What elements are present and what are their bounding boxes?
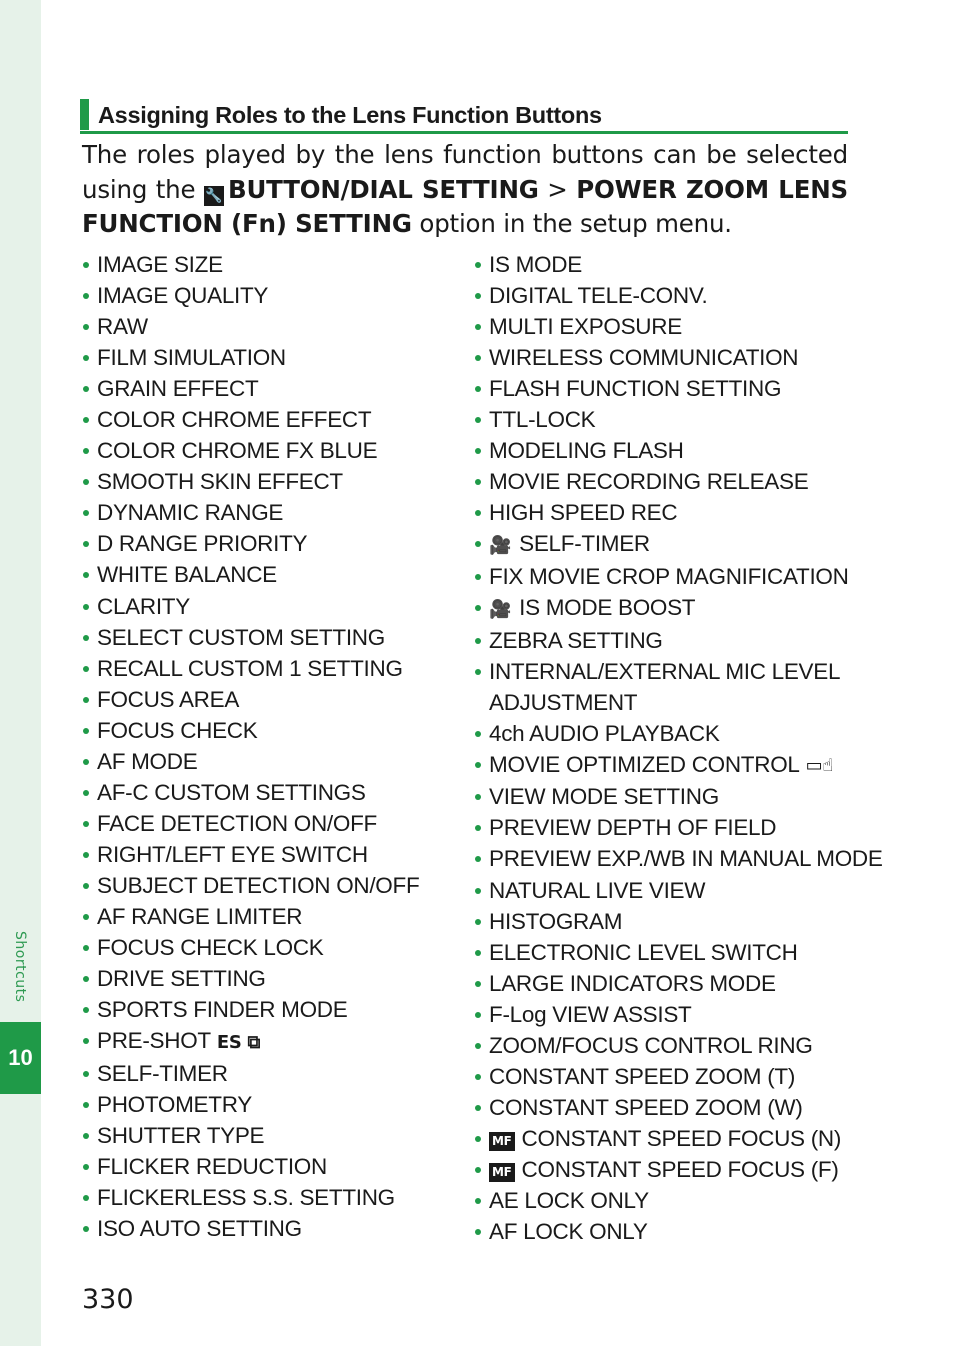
- list-item: PREVIEW DEPTH OF FIELD: [474, 812, 874, 843]
- list-item: SPORTS FINDER MODE: [82, 994, 462, 1025]
- heading-accent-bar: [80, 99, 89, 130]
- list-item: HISTOGRAM: [474, 906, 874, 937]
- list-item: ELECTRONIC LEVEL SWITCH: [474, 937, 874, 968]
- list-item: 🎥 SELF-TIMER: [474, 528, 874, 561]
- list-item: CONSTANT SPEED ZOOM (T): [474, 1061, 874, 1092]
- list-item: CONSTANT SPEED ZOOM (W): [474, 1092, 874, 1123]
- list-item: 4ch AUDIO PLAYBACK: [474, 718, 874, 749]
- list-item: WHITE BALANCE: [82, 559, 462, 590]
- list-item: TTL-LOCK: [474, 404, 874, 435]
- section-heading: [80, 98, 848, 134]
- left-option-list: [82, 249, 462, 1244]
- list-item: SELF-TIMER: [82, 1058, 462, 1089]
- list-item-continuation: ADJUSTMENT: [489, 689, 638, 715]
- list-item: ZEBRA SETTING: [474, 625, 874, 656]
- list-item: CLARITY: [82, 591, 462, 622]
- list-item: MULTI EXPOSURE: [474, 311, 874, 342]
- heading-title: Assigning Roles to the Lens Function Buttons: [98, 102, 602, 128]
- list-item: IS MODE: [474, 249, 874, 280]
- menu-path-2: POWER ZOOM LENS FUNCTION (Fn) SETTING: [82, 174, 848, 238]
- list-item: DIGITAL TELE-CONV.: [474, 280, 874, 311]
- list-item: AF MODE: [82, 746, 462, 777]
- manual-focus-icon: MF: [489, 1163, 515, 1182]
- movie-camera-icon: 🎥: [489, 598, 512, 620]
- list-item: VIEW MODE SETTING: [474, 781, 874, 812]
- list-item: NATURAL LIVE VIEW: [474, 875, 874, 906]
- list-item: SELECT CUSTOM SETTING: [82, 622, 462, 653]
- list-item: FLICKER REDUCTION: [82, 1151, 462, 1182]
- list-item: SUBJECT DETECTION ON/OFF: [82, 870, 462, 901]
- list-item: WIRELESS COMMUNICATION: [474, 342, 874, 373]
- list-item: ZOOM/FOCUS CONTROL RING: [474, 1030, 874, 1061]
- manual-focus-icon: MF: [489, 1132, 515, 1151]
- side-bar: [0, 0, 41, 1346]
- list-item: MF CONSTANT SPEED FOCUS (N): [474, 1123, 874, 1154]
- pre-shot-es-icon: ES: [216, 1031, 242, 1053]
- list-item: IMAGE QUALITY: [82, 280, 462, 311]
- list-item: FOCUS CHECK: [82, 715, 462, 746]
- list-item: AF LOCK ONLY: [474, 1216, 874, 1247]
- list-item: IMAGE SIZE: [82, 249, 462, 280]
- intro-paragraph: The roles played by the lens function buttons can be selected using the 🔧 BUTTON/DIAL SETTING > POWER ZOOM LENS FUNCTION (Fn) SETTING option in the setup menu.: [82, 140, 848, 238]
- list-item: FOCUS CHECK LOCK: [82, 932, 462, 963]
- menu-separator: >: [547, 174, 568, 204]
- list-item: HIGH SPEED REC: [474, 497, 874, 528]
- list-item: INTERNAL/EXTERNAL MIC LEVEL ADJUSTMENT: [474, 656, 874, 718]
- burst-icon: ⧉: [247, 1031, 261, 1053]
- list-item: DYNAMIC RANGE: [82, 497, 462, 528]
- list-item: PHOTOMETRY: [82, 1089, 462, 1120]
- page-number: 330: [82, 1284, 134, 1315]
- list-item: FLASH FUNCTION SETTING: [474, 373, 874, 404]
- list-item: D RANGE PRIORITY: [82, 528, 462, 559]
- menu-path-1: BUTTON/DIAL SETTING: [227, 174, 539, 204]
- list-item: RIGHT/LEFT EYE SWITCH: [82, 839, 462, 870]
- list-item: SHUTTER TYPE: [82, 1120, 462, 1151]
- list-item: RECALL CUSTOM 1 SETTING: [82, 653, 462, 684]
- list-item: FOCUS AREA: [82, 684, 462, 715]
- list-item: LARGE INDICATORS MODE: [474, 968, 874, 999]
- movie-touch-icon: ▭☝: [805, 755, 833, 777]
- section-label: Shortcuts: [12, 931, 28, 1003]
- list-item: AF RANGE LIMITER: [82, 901, 462, 932]
- list-item: MOVIE OPTIMIZED CONTROL ▭☝: [474, 749, 874, 782]
- list-item: PREVIEW EXP./WB IN MANUAL MODE: [474, 843, 874, 874]
- list-item: FILM SIMULATION: [82, 342, 462, 373]
- list-item: PRE-SHOT ES ⧉: [82, 1025, 462, 1058]
- list-item: MOVIE RECORDING RELEASE: [474, 466, 874, 497]
- list-item: RAW: [82, 311, 462, 342]
- list-item: FIX MOVIE CROP MAGNIFICATION: [474, 561, 874, 592]
- list-item: AE LOCK ONLY: [474, 1185, 874, 1216]
- list-item: MF CONSTANT SPEED FOCUS (F): [474, 1154, 874, 1185]
- list-item: FACE DETECTION ON/OFF: [82, 808, 462, 839]
- list-item: ISO AUTO SETTING: [82, 1213, 462, 1244]
- list-item: FLICKERLESS S.S. SETTING: [82, 1182, 462, 1213]
- list-item: F-Log VIEW ASSIST: [474, 999, 874, 1030]
- right-option-list: [474, 249, 883, 1247]
- list-item: DRIVE SETTING: [82, 963, 462, 994]
- list-item: COLOR CHROME FX BLUE: [82, 435, 462, 466]
- list-item: GRAIN EFFECT: [82, 373, 462, 404]
- wrench-icon: 🔧: [205, 187, 223, 204]
- list-item: MODELING FLASH: [474, 435, 874, 466]
- list-item: AF-C CUSTOM SETTINGS: [82, 777, 462, 808]
- list-item: 🎥 IS MODE BOOST: [474, 592, 874, 625]
- chapter-tab[interactable]: 10: [0, 1022, 41, 1094]
- movie-camera-icon: 🎥: [489, 534, 512, 556]
- list-item: SMOOTH SKIN EFFECT: [82, 466, 462, 497]
- list-item: COLOR CHROME EFFECT: [82, 404, 462, 435]
